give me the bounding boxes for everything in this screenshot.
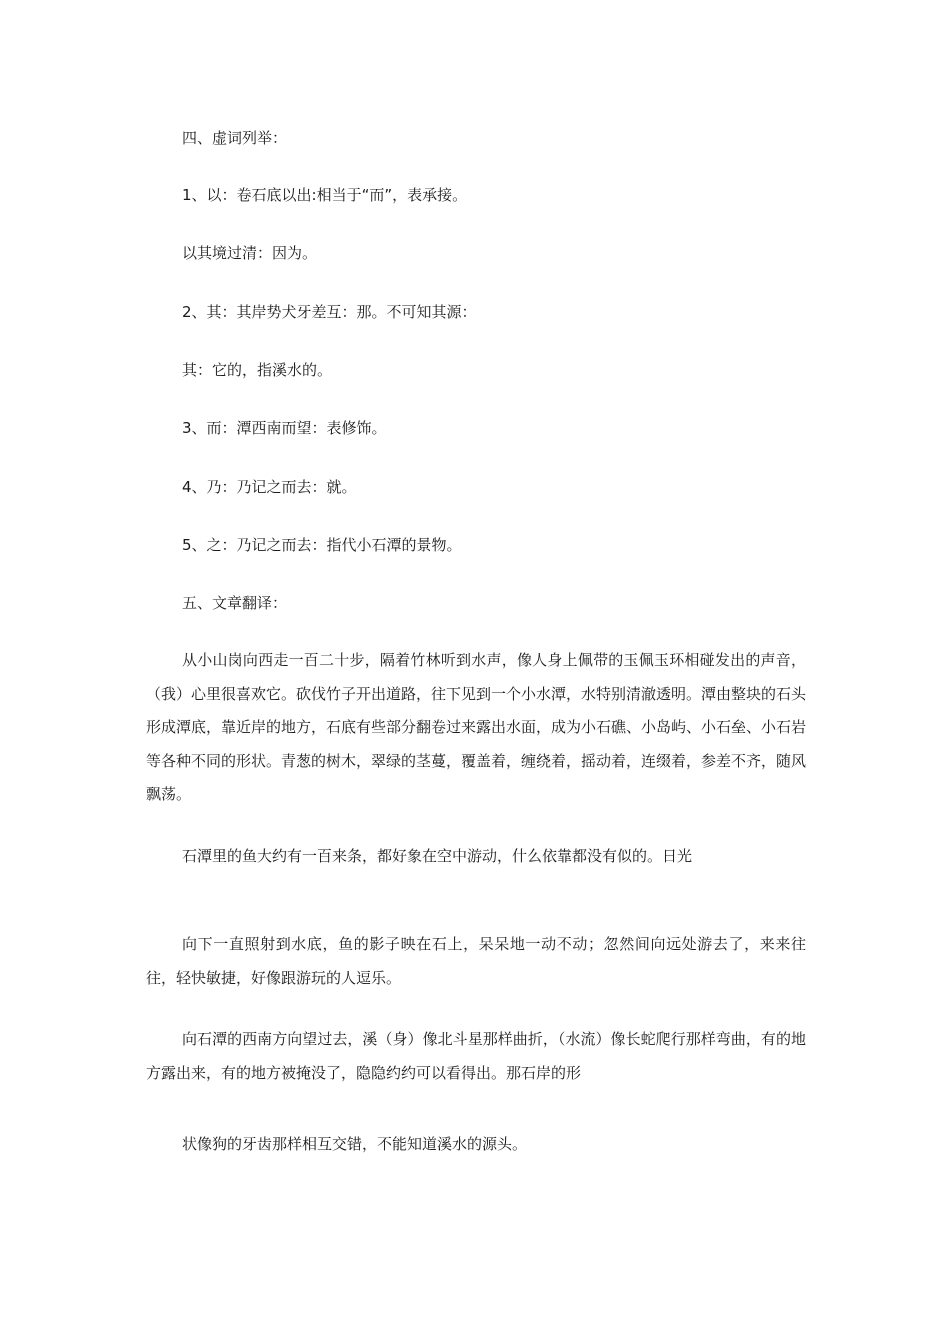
function-word-item: 5、之：乃记之而去：指代小石潭的景物。 <box>182 536 462 554</box>
function-word-item: 3、而：潭西南而望：表修饰。 <box>182 419 387 437</box>
function-word-item: 以其境过清：因为。 <box>182 244 318 262</box>
section-heading-translation: 五、文章翻译： <box>182 594 288 612</box>
translation-paragraph: 状像狗的牙齿那样相互交错，不能知道溪水的源头。 <box>182 1135 528 1153</box>
translation-paragraph: 向石潭的西南方向望过去，溪（身）像北斗星那样曲折，（水流）像长蛇爬行那样弯曲，有的地方露出来，有的地方被掩没了，隐隐约约可以看得出。那石岸的形 <box>146 1030 806 1082</box>
translation-paragraph: 从小山岗向西走一百二十步，隔着竹林听到水声，像人身上佩带的玉佩玉环相碰发出的声音，（我）心里很喜欢它。砍伐竹子开出道路，往下见到一个小水潭，水特别清澈透明。潭由整块的石头形成潭底，靠近岸的地方，石底有些部分翻卷过来露出水面，成为小石礁、小岛屿、小石垒、小石岩等各种不同的形状。青葱的树木，翠绿的茎蔓，覆盖着，缠绕着，摇动着，连缀着，参差不齐，随风飘荡。 <box>146 651 807 803</box>
translation-paragraph: 石潭里的鱼大约有一百来条，都好象在空中游动，什么依靠都没有似的。日光 <box>182 847 693 865</box>
translation-paragraph: 向下一直照射到水底，鱼的影子映在石上，呆呆地一动不动；忽然间向远处游去了，来来往往，轻快敏捷，好像跟游玩的人逗乐。 <box>146 935 806 987</box>
function-word-item: 4、乃：乃记之而去：就。 <box>182 478 357 496</box>
function-word-item: 1、以：卷石底以出:相当于“而”，表承接。 <box>182 186 468 204</box>
section-heading-function-words: 四、虚词列举： <box>182 129 288 147</box>
function-word-item: 其：它的，指溪水的。 <box>182 361 333 379</box>
function-word-item: 2、其：其岸势犬牙差互：那。不可知其源： <box>182 303 477 321</box>
